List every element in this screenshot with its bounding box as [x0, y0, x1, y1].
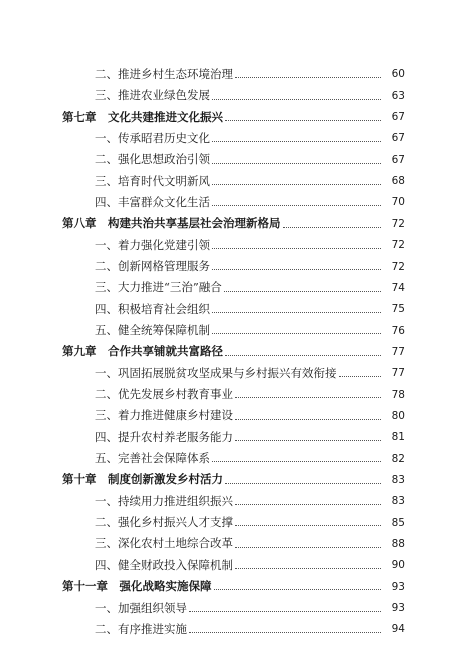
toc-section-entry: [0, 427, 467, 448]
toc-section-entry: [0, 256, 467, 277]
toc-entry-title: 四、提升农村养老服务能力: [95, 429, 233, 444]
dot-leader: [212, 99, 381, 100]
toc-entry-title: 第八章 构建共治共享基层社会治理新格局: [62, 216, 281, 231]
toc-entry-title: 五、完善社会保障体系: [95, 451, 210, 466]
toc-section-entry: [0, 128, 467, 149]
toc-page-number: 77: [391, 367, 405, 380]
toc-entry-title: 三、深化农村土地综合改革: [95, 536, 233, 551]
toc-entry-title: 四、丰富群众文化生活: [95, 194, 210, 209]
dot-leader: [235, 525, 381, 526]
dot-leader: [235, 568, 381, 569]
toc-page-number: 83: [391, 473, 405, 486]
dot-leader: [212, 333, 381, 334]
dot-leader: [235, 504, 381, 505]
toc-section-entry: [0, 171, 467, 192]
toc-entry-title: 三、着力推进健康乡村建设: [95, 408, 233, 423]
dot-leader: [235, 397, 381, 398]
toc-section-entry: [0, 598, 467, 619]
dot-leader: [189, 632, 381, 633]
toc-page-number: 82: [391, 452, 405, 465]
toc-entry-title: 二、强化乡村振兴人才支撑: [95, 515, 233, 530]
toc-entry-title: 第七章 文化共建推进文化振兴: [62, 109, 223, 124]
dot-leader: [283, 227, 382, 228]
toc-section-entry: [0, 85, 467, 106]
dot-leader: [225, 483, 381, 484]
toc-page-number: 80: [391, 409, 405, 422]
toc-section-entry: [0, 363, 467, 384]
toc-page-number: 78: [391, 388, 405, 401]
toc-section-entry: [0, 64, 467, 85]
toc-entry-title: 四、健全财政投入保障机制: [95, 557, 233, 572]
dot-leader: [212, 248, 381, 249]
toc-entry-title: 二、强化思想政治引领: [95, 152, 210, 167]
toc-section-entry: [0, 534, 467, 555]
dot-leader: [212, 461, 381, 462]
toc-section-entry: [0, 384, 467, 405]
toc-entry-title: 第九章 合作共享铺就共富路径: [62, 344, 223, 359]
toc-page-number: 77: [391, 345, 405, 358]
dot-leader: [212, 205, 381, 206]
toc-entry-title: 第十一章 强化战略实施保障: [62, 579, 212, 594]
toc-page-number: 74: [391, 281, 405, 294]
toc-chapter-entry: [0, 341, 467, 362]
toc-section-entry: [0, 448, 467, 469]
toc-entry-title: 三、推进农业绿色发展: [95, 88, 210, 103]
toc-page-number: 60: [391, 68, 405, 81]
toc-entry-title: 三、大力推进“三治”融合: [95, 280, 222, 295]
toc-page-number: 70: [391, 196, 405, 209]
toc-page-number: 93: [391, 602, 405, 615]
toc-page-number: 76: [391, 324, 405, 337]
toc-section-entry: [0, 491, 467, 512]
toc-entry-title: 一、着力强化党建引领: [95, 237, 210, 252]
toc-entry-title: 二、优先发展乡村教育事业: [95, 387, 233, 402]
toc-entry-title: 二、创新网格管理服务: [95, 259, 210, 274]
toc-page-number: 67: [391, 153, 405, 166]
toc-section-entry: [0, 235, 467, 256]
dot-leader: [235, 440, 381, 441]
toc-entry-title: 一、传承昭君历史文化: [95, 130, 210, 145]
toc-page-number: 72: [391, 239, 405, 252]
table-of-contents: [0, 64, 467, 640]
toc-page-number: 88: [391, 537, 405, 550]
dot-leader: [212, 269, 381, 270]
toc-section-entry: [0, 192, 467, 213]
toc-entry-title: 三、培育时代文明新风: [95, 173, 210, 188]
toc-page-number: 72: [391, 260, 405, 273]
dot-leader: [225, 355, 381, 356]
dot-leader: [212, 312, 381, 313]
dot-leader: [235, 547, 381, 548]
toc-entry-title: 一、巩固拓展脱贫攻坚成果与乡村振兴有效衔接: [95, 365, 337, 380]
toc-entry-title: 二、有序推进实施: [95, 621, 187, 636]
toc-chapter-entry: [0, 470, 467, 491]
toc-section-entry: [0, 512, 467, 533]
toc-section-entry: [0, 619, 467, 640]
toc-section-entry: [0, 299, 467, 320]
toc-page-number: 93: [391, 580, 405, 593]
dot-leader: [212, 163, 381, 164]
toc-page-number: 72: [391, 217, 405, 230]
toc-page-number: 68: [391, 175, 405, 188]
toc-page-number: 81: [391, 431, 405, 444]
toc-section-entry: [0, 406, 467, 427]
dot-leader: [224, 291, 381, 292]
toc-section-entry: [0, 277, 467, 298]
toc-page-number: 90: [391, 559, 405, 572]
toc-chapter-entry: [0, 107, 467, 128]
toc-entry-title: 五、健全统筹保障机制: [95, 323, 210, 338]
dot-leader: [225, 120, 381, 121]
dot-leader: [214, 589, 382, 590]
toc-page-number: 94: [391, 623, 405, 636]
dot-leader: [212, 184, 381, 185]
toc-entry-title: 一、持续用力推进组织振兴: [95, 493, 233, 508]
toc-page-number: 83: [391, 495, 405, 508]
toc-page-number: 75: [391, 303, 405, 316]
toc-entry-title: 第十章 制度创新激发乡村活力: [62, 472, 223, 487]
toc-section-entry: [0, 320, 467, 341]
toc-page-number: 85: [391, 516, 405, 529]
toc-section-entry: [0, 555, 467, 576]
dot-leader: [212, 141, 381, 142]
dot-leader: [235, 77, 381, 78]
toc-page-number: 67: [391, 111, 405, 124]
dot-leader: [339, 376, 382, 377]
toc-page-number: 67: [391, 132, 405, 145]
dot-leader: [235, 419, 381, 420]
toc-entry-title: 一、加强组织领导: [95, 600, 187, 615]
toc-chapter-entry: [0, 576, 467, 597]
toc-entry-title: 二、推进乡村生态环境治理: [95, 66, 233, 81]
toc-section-entry: [0, 149, 467, 170]
toc-page-number: 63: [391, 89, 405, 102]
dot-leader: [189, 611, 381, 612]
toc-entry-title: 四、积极培育社会组织: [95, 301, 210, 316]
toc-chapter-entry: [0, 213, 467, 234]
